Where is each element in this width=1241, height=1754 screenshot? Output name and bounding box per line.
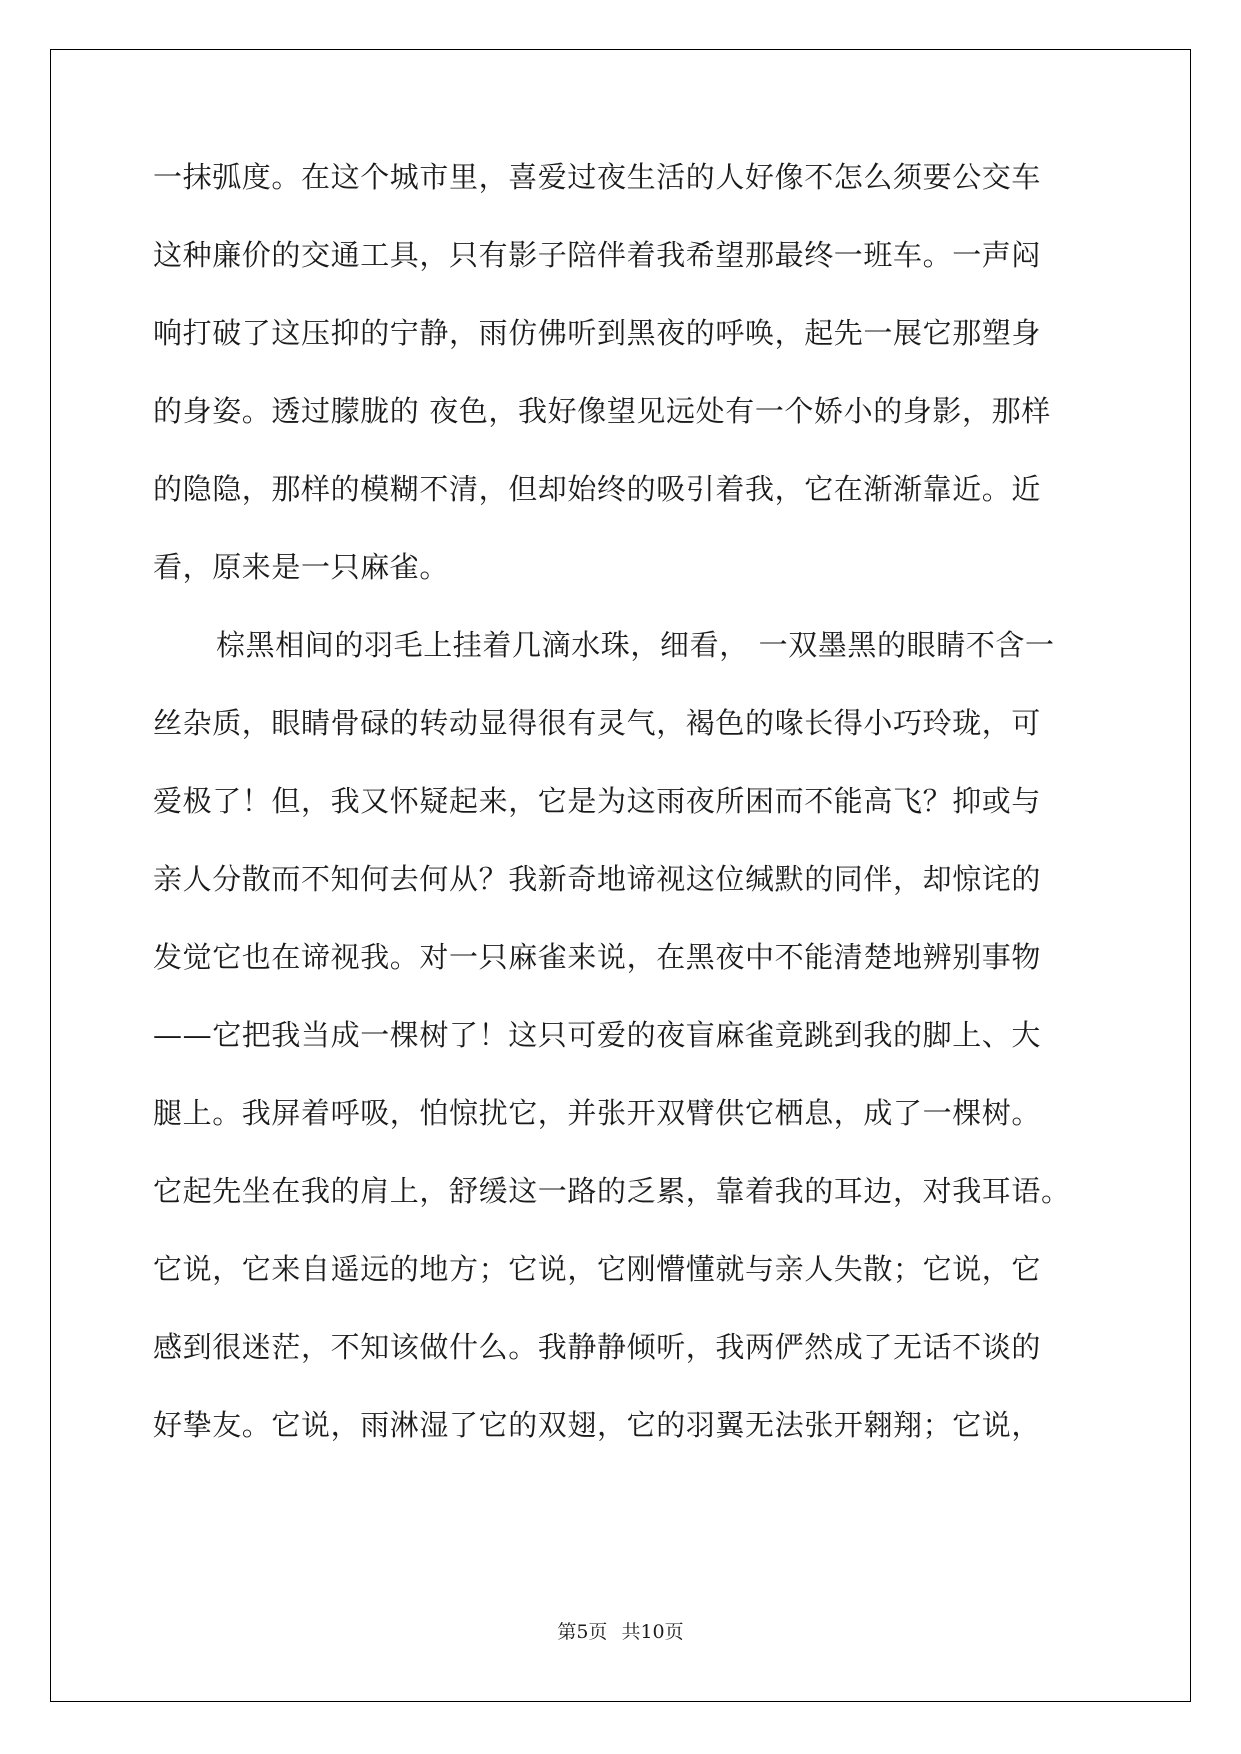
- text-line: 丝杂质，眼睛骨碌的转动显得很有灵气，褐色的喙长得小巧玲珑，可: [153, 706, 1042, 740]
- text-line: 的身姿。透过朦胧的 夜色，我好像望见远处有一个娇小的身影，那样: [153, 394, 1051, 428]
- paragraph-start-line: 棕黑相间的羽毛上挂着几滴水珠，细看， 一双墨黑的眼睛不含一: [216, 628, 1055, 662]
- text-line: 这种廉价的交通工具，只有影子陪伴着我希望那最终一班车。一声闷: [153, 238, 1042, 272]
- text-line: 感到很迷茫，不知该做什么。我静静倾听，我两俨然成了无话不谈的: [153, 1330, 1042, 1364]
- text-line: 它说，它来自遥远的地方；它说，它刚懵懂就与亲人失散；它说，它: [153, 1252, 1042, 1286]
- text-line: 亲人分散而不知何去何从？我新奇地谛视这位缄默的同伴，却惊诧的: [153, 862, 1042, 896]
- text-line: 它起先坐在我的肩上，舒缓这一路的乏累，靠着我的耳边，对我耳语。: [153, 1174, 1071, 1208]
- text-line: ——它把我当成一棵树了！这只可爱的夜盲麻雀竟跳到我的脚上、大: [153, 1018, 1042, 1052]
- page-total: 共10页: [621, 1621, 684, 1643]
- page-footer: [0, 1617, 1241, 1644]
- text-line: 好挚友。它说，雨淋湿了它的双翅，它的羽翼无法张开翱翔；它说，: [153, 1408, 1042, 1442]
- text-line: 爱极了！但，我又怀疑起来，它是为这雨夜所困而不能高飞？抑或与: [153, 784, 1042, 818]
- text-line: 腿上。我屏着呼吸，怕惊扰它，并张开双臂供它栖息，成了一棵树。: [153, 1096, 1042, 1130]
- page-number: 第5页: [557, 1621, 608, 1643]
- text-line: 响打破了这压抑的宁静，雨仿佛听到黑夜的呼唤，起先一展它那塑身: [153, 316, 1042, 350]
- text-line: 看，原来是一只麻雀。: [153, 550, 450, 584]
- text-line: 的隐隐，那样的模糊不清，但却始终的吸引着我，它在渐渐靠近。近: [153, 472, 1042, 506]
- text-line: 发觉它也在谛视我。对一只麻雀来说，在黑夜中不能清楚地辨别事物: [153, 940, 1042, 974]
- text-line: 一抹弧度。在这个城市里，喜爱过夜生活的人好像不怎么须要公交车: [153, 160, 1042, 194]
- document-body: [153, 162, 1093, 1488]
